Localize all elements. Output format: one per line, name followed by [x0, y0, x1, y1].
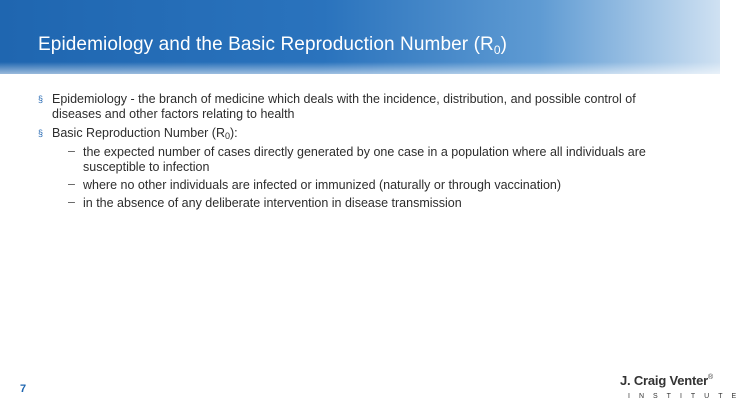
slide-title: Epidemiology and the Basic Reproduction Number $(R_0)$ [38, 34, 508, 57]
subitem-text: the expected number of cases directly generated by one case in a population where all individuals are susceptible to infection [83, 145, 646, 174]
logo-subtitle: INSTITUTE [628, 393, 745, 400]
bullet-marker: § [38, 128, 44, 138]
subitem-text: in the absence of any deliberate intervention in disease transmission [83, 196, 462, 210]
subitem-no-others-infected [38, 178, 678, 193]
bullet-marker: § [38, 94, 44, 104]
bullet-text: Basic Reproduction Number $(R_0)$: [52, 126, 238, 141]
page-number: 7 [20, 383, 27, 395]
slide-content [38, 92, 678, 214]
subitem-expected-cases [38, 145, 678, 175]
logo-name: J. Craig Venter® [620, 373, 714, 388]
subitem-no-intervention [38, 196, 678, 211]
dash-marker: – [68, 195, 75, 209]
bullet-epidemiology [38, 92, 678, 122]
bullet-reproduction-number [38, 126, 678, 141]
dash-marker: – [68, 144, 75, 158]
title-bar [0, 0, 720, 74]
dash-marker: – [68, 177, 75, 191]
bullet-text: Epidemiology - the branch of medicine which deals with the incidence, distribution, and possible control of diseases and other factors relating to health [52, 92, 636, 121]
institute-logo [616, 373, 745, 403]
subitem-text: where no other individuals are infected or immunized (naturally or through vaccination) [83, 178, 562, 192]
